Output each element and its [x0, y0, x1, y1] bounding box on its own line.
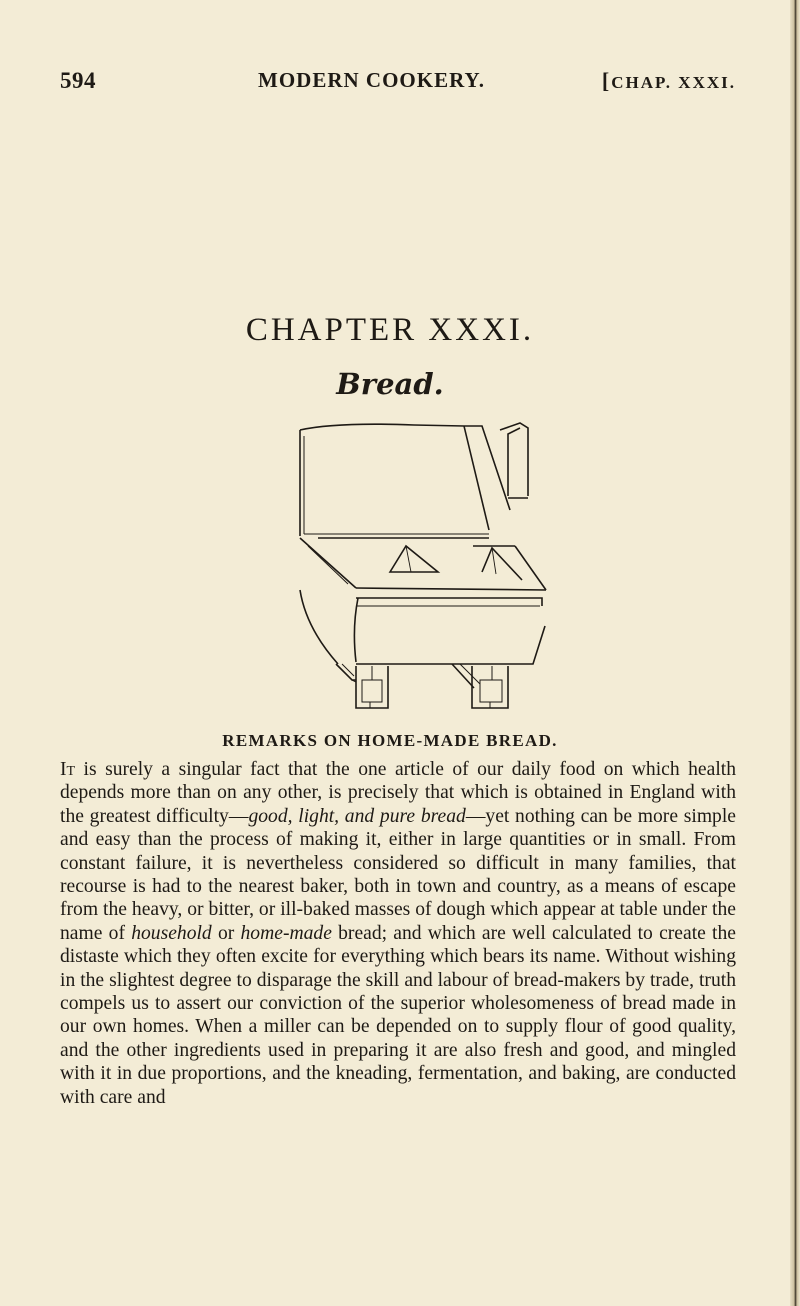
chapter-reference-bracket: [: [601, 68, 612, 93]
chapter-subject: Bread.: [336, 367, 444, 401]
running-title: MODERN COOKERY.: [258, 68, 485, 92]
lead-word: It: [60, 759, 76, 780]
bread-trough-icon: [296, 418, 561, 724]
paragraph-text-2: —yet nothing can be more simple and easy than the process of making it, either in large quantities or in small. From constant failure, it is nevertheless considered so difficult in many families, that recourse is had to the nearest baker, both in town and country, as a means of escape from the heavy, or bitter, or ill-baked masses of dough which appear at table under the name of: [60, 805, 736, 944]
body-paragraph: [60, 758, 736, 1109]
page-number: 594: [60, 68, 96, 93]
emphasis-good-light-pure-bread: good, light, and pure bread: [248, 805, 466, 827]
chapter-reference-text: CHAP. XXXI.: [611, 73, 736, 92]
chapter-title: CHAPTER XXXI.: [245, 312, 535, 348]
emphasis-home-made: home-made: [240, 922, 332, 944]
paragraph-text-1: is surely a singular fact that the one article of our daily food on which health depends more than on any other, is precisely that which is obtained in England with the greatest difficulty—: [60, 759, 736, 827]
paragraph-text-3: or: [211, 922, 241, 944]
page-edge-shadow: [790, 0, 800, 1306]
section-heading: REMARKS ON HOME-MADE BREAD.: [222, 731, 558, 750]
emphasis-household: household: [131, 922, 212, 944]
chapter-reference: [602, 68, 736, 94]
paragraph-text-4: bread; and which are well calculated to create the distaste which they often excite for everything which bears its name. Without wishing in the slightest degree to disparage the skill and labour of bread-makers by trade, truth compels us to assert our conviction of the superior wholesomeness of bread made in our own homes. When a miller can be depended on to supply flour of good quality, and the other ingredients used in preparing it are also fresh and good, and mingled with it in due proportions, and the kneading, fermentation, and baking, are conducted with care and: [60, 922, 736, 1108]
running-header: [60, 68, 736, 102]
